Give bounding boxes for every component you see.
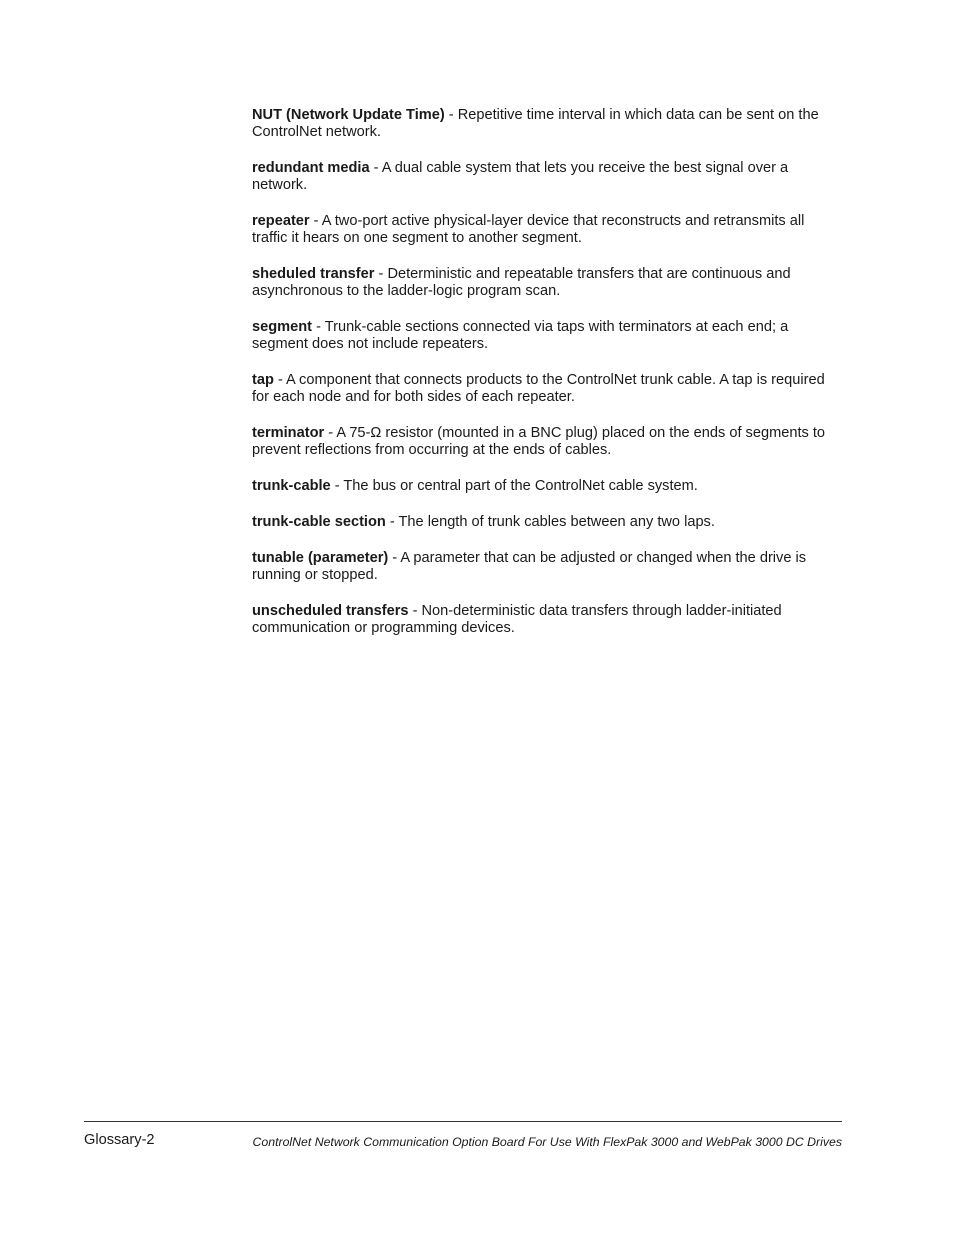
glossary-term: NUT (Network Update Time) (252, 107, 445, 123)
document-title: ControlNet Network Communication Option Board For Use With FlexPak 3000 and WebPak 3000 DC Drives (252, 1135, 842, 1149)
glossary-entry-repeater (252, 213, 842, 247)
glossary-definition: - A dual cable system that lets you receive the best signal over a network. (252, 160, 789, 193)
glossary-definition: - Repetitive time interval in which data can be sent on the ControlNet network. (252, 107, 819, 140)
glossary-term: unscheduled transfers (252, 603, 409, 619)
glossary-definition: - Deterministic and repeatable transfers that are continuous and asynchronous to the ladder-logic program scan. (252, 266, 791, 299)
glossary-definition: - The bus or central part of the ControlNet cable system. (330, 478, 698, 494)
glossary-entry-nut (252, 107, 842, 141)
footer-divider (84, 1121, 842, 1122)
glossary-definition: - A 75-Ω resistor (mounted in a BNC plug) placed on the ends of segments to prevent reflections from occurring at the ends of cables. (252, 425, 826, 458)
glossary-entry-unscheduled-transfers (252, 603, 842, 637)
glossary-entry-trunk-cable (252, 478, 842, 495)
glossary-term: sheduled transfer (252, 266, 375, 282)
glossary-entry-terminator (252, 425, 842, 459)
glossary-term: tunable (parameter) (252, 550, 389, 566)
glossary-definition: - A two-port active physical-layer device that reconstructs and retransmits all traffic it hears on one segment to another segment. (252, 213, 805, 246)
glossary-term: terminator (252, 425, 325, 441)
page-number: Glossary-2 (84, 1132, 155, 1148)
glossary-term: segment (252, 319, 313, 335)
glossary-entry-sheduled-transfer (252, 266, 842, 300)
glossary-entry-tap (252, 372, 842, 406)
glossary-definition: - The length of trunk cables between any two laps. (385, 514, 715, 530)
glossary-definition: - Non-deterministic data transfers through ladder-initiated communication or programming devices. (252, 603, 782, 636)
glossary-definition: - A component that connects products to the ControlNet trunk cable. A tap is required for each node and for both sides of each repeater. (252, 372, 825, 405)
glossary-entry-segment (252, 319, 842, 353)
glossary-term: redundant media (252, 160, 370, 176)
glossary-entry-tunable (252, 550, 842, 584)
glossary-entry-trunk-cable-section (252, 514, 842, 531)
glossary-list (252, 107, 842, 656)
glossary-entry-redundant-media (252, 160, 842, 194)
glossary-definition: - Trunk-cable sections connected via taps with terminators at each end; a segment does not include repeaters. (252, 319, 789, 352)
glossary-term: tap (252, 372, 274, 388)
glossary-term: trunk-cable (252, 478, 331, 494)
glossary-term: trunk-cable section (252, 514, 386, 530)
glossary-definition: - A parameter that can be adjusted or changed when the drive is running or stopped. (252, 550, 807, 583)
glossary-term: repeater (252, 213, 310, 229)
